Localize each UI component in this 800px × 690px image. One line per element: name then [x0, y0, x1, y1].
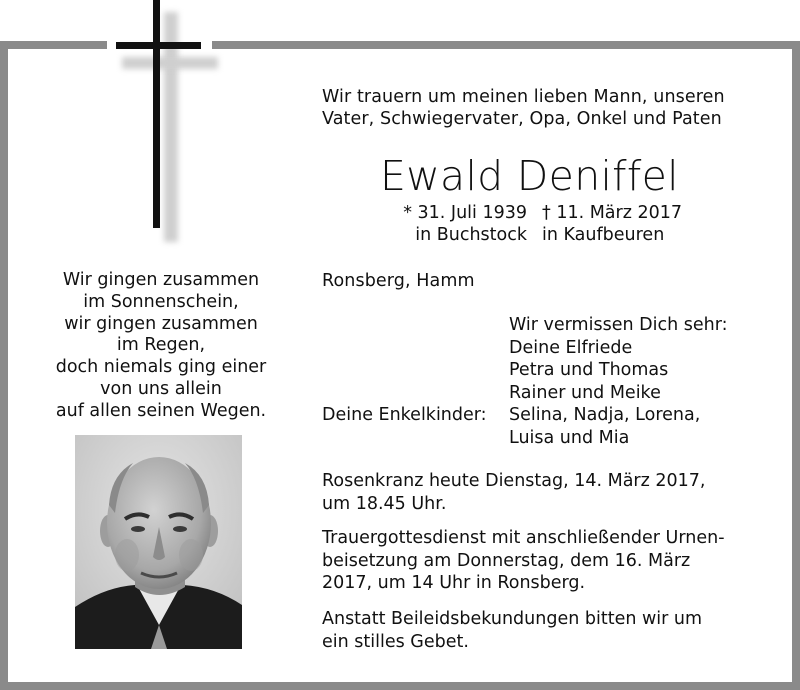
- mourner-line: Deine Elfriede: [509, 337, 633, 358]
- request-line: Anstatt Beileidsbekundungen bitten wir um: [322, 609, 703, 629]
- poem-line: wir gingen zusammen: [64, 313, 258, 334]
- intro-line: Wir trauern um meinen lieben Mann, unseren: [322, 87, 725, 107]
- place-text: Ronsberg, Hamm: [322, 271, 475, 291]
- intro-text: [322, 86, 725, 130]
- request-info: [322, 608, 702, 653]
- rosary-info: [322, 470, 705, 515]
- poem-line: im Sonnenschein,: [83, 291, 239, 312]
- mourner-line: Luisa und Mia: [509, 427, 630, 448]
- death-date: † 11. März 2017: [542, 203, 683, 223]
- frame-border-top-right: [212, 41, 800, 49]
- service-info: [322, 527, 725, 595]
- poem-line: im Regen,: [116, 335, 206, 356]
- grandchildren-label: Deine Enkelkinder:: [322, 405, 487, 425]
- rosary-line: Rosenkranz heute Dienstag, 14. März 2017,: [322, 471, 706, 491]
- death-place: in Kaufbeuren: [542, 225, 665, 245]
- frame-border-left: [0, 41, 8, 690]
- intro-line: Vater, Schwiegervater, Opa, Onkel und Paten: [322, 109, 722, 129]
- service-line: Trauergottesdienst mit anschließender Urnen-: [322, 528, 725, 548]
- service-line: beisetzung am Donnerstag, dem 16. März: [322, 550, 691, 571]
- poem-line: Wir gingen zusammen: [62, 270, 260, 290]
- mourner-line: Wir vermissen Dich sehr:: [509, 315, 728, 335]
- mourner-line: Petra und Thomas: [509, 360, 669, 381]
- mourner-line: Selina, Nadja, Lorena,: [509, 405, 701, 426]
- mourner-list: [509, 314, 728, 450]
- poem-line: von uns allein: [100, 378, 222, 399]
- portrait-photo: [75, 435, 242, 649]
- frame-border-bottom: [0, 682, 800, 690]
- request-line: ein stilles Gebet.: [322, 631, 469, 652]
- poem: [38, 270, 284, 423]
- service-line: 2017, um 14 Uhr in Ronsberg.: [322, 573, 586, 593]
- poem-line: auf allen seinen Wegen.: [55, 400, 267, 421]
- poem-line: doch niemals ging einer: [55, 357, 267, 378]
- birth-date: * 31. Juli 1939: [403, 203, 527, 223]
- rosary-line: um 18.45 Uhr.: [322, 493, 447, 514]
- birth-place: in Buchstock: [415, 225, 527, 245]
- frame-border-right: [792, 41, 800, 690]
- mourner-line: Rainer und Meike: [509, 382, 661, 403]
- frame-border-top-left: [0, 41, 107, 49]
- deceased-name: Ewald Deniffel: [380, 152, 679, 200]
